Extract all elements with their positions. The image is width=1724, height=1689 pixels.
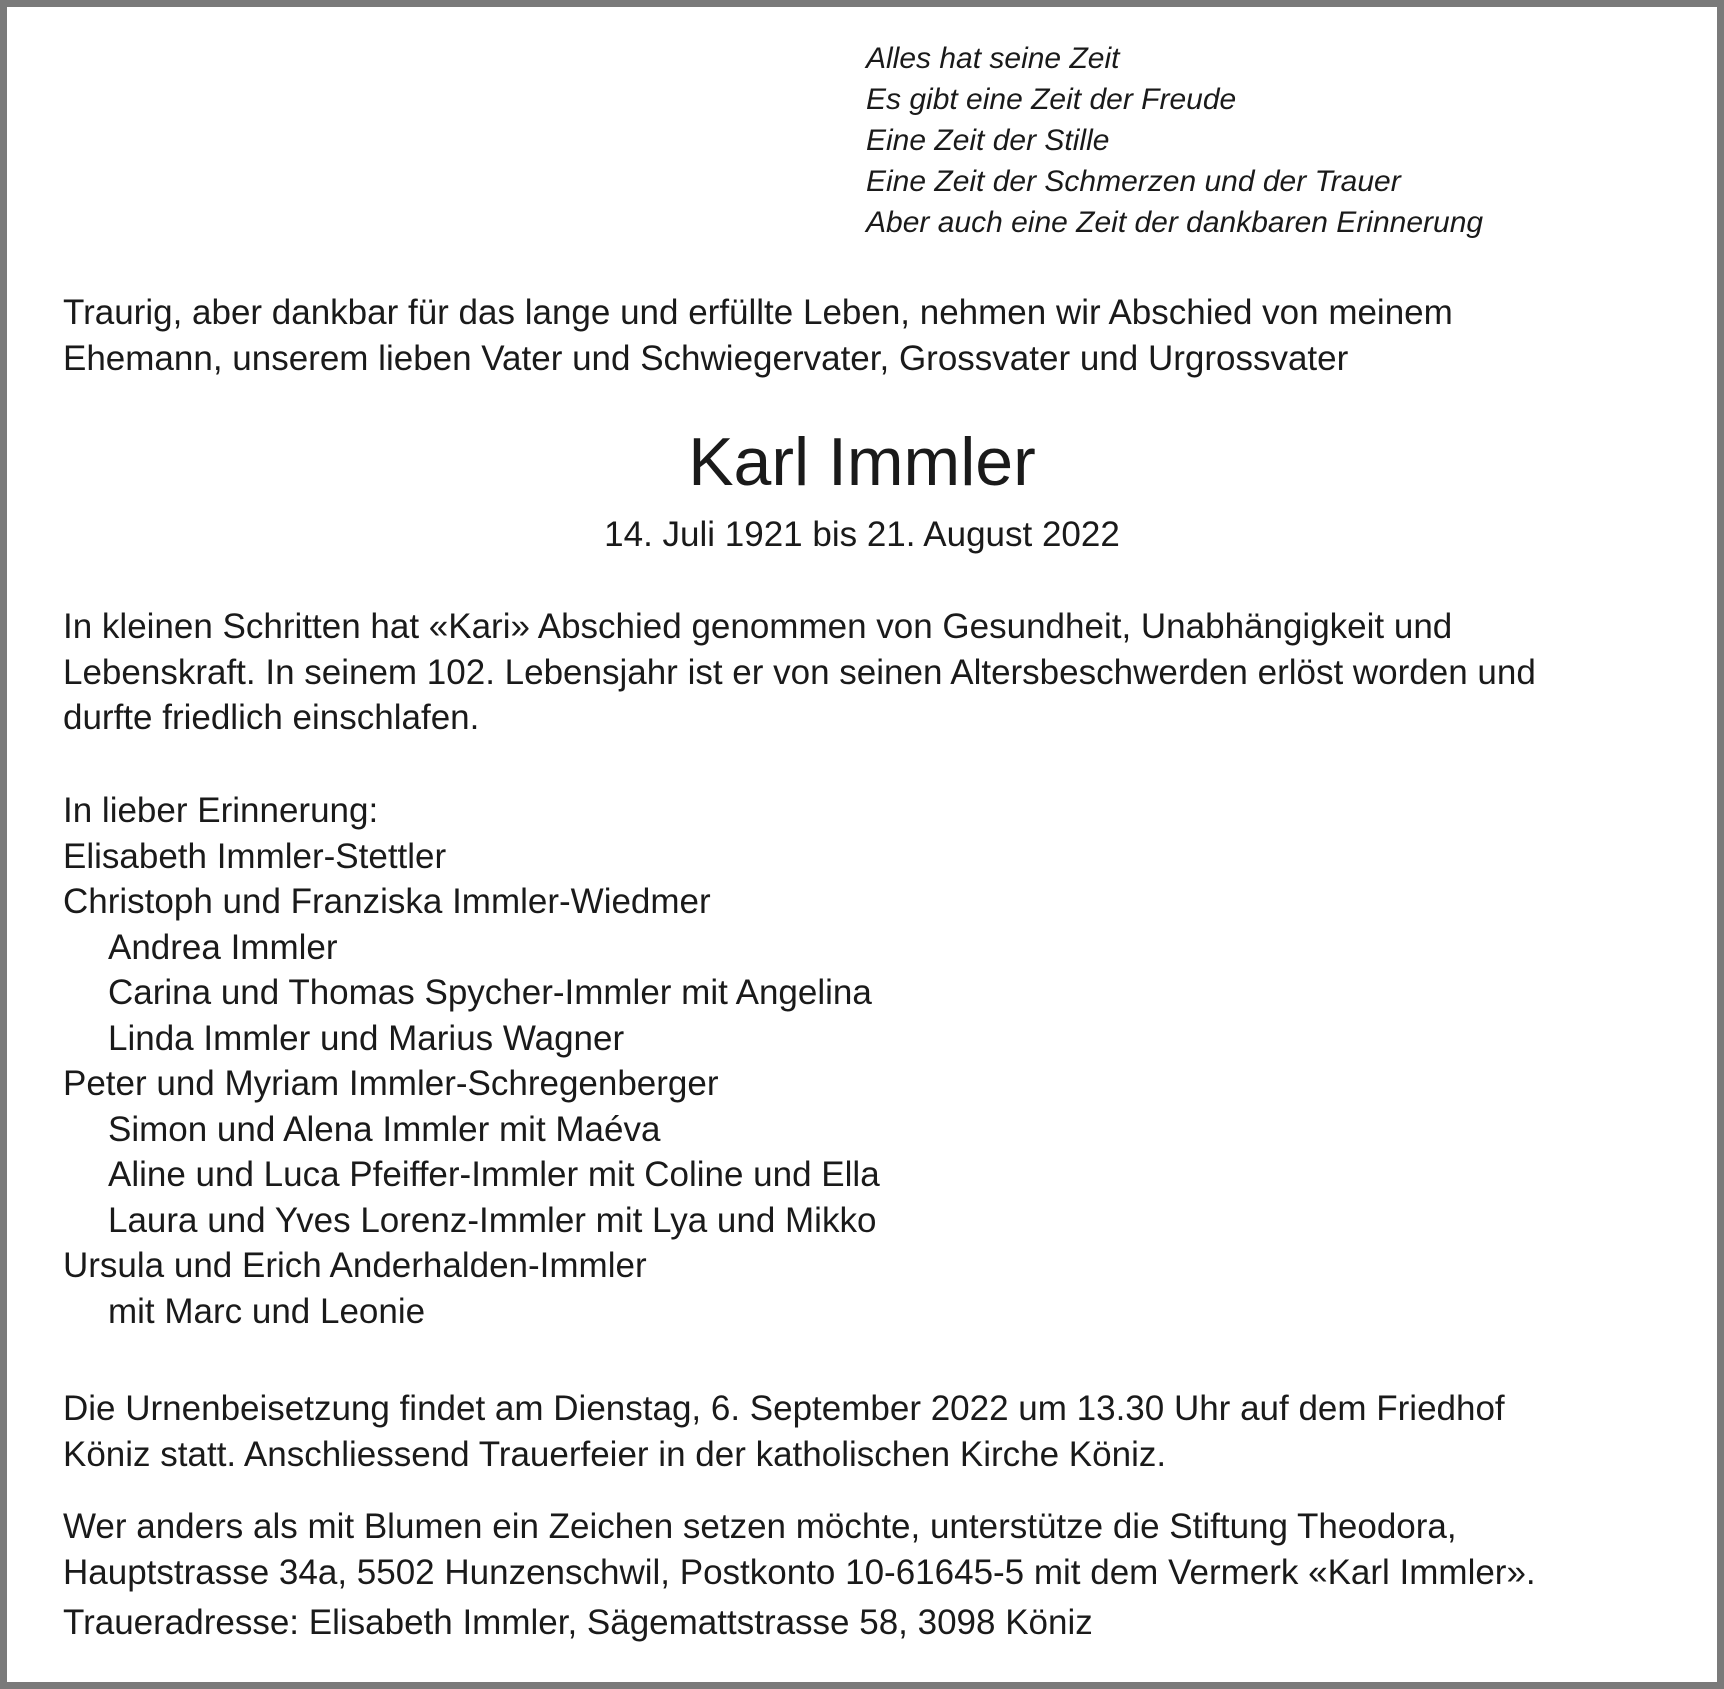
- intro-line: Ehemann, unserem lieben Vater und Schwiegervater, Grossvater und Urgrossvater: [63, 338, 1349, 378]
- mourner: mit Marc und Leonie: [108, 1291, 426, 1331]
- mourner: Linda Immler und Marius Wagner: [108, 1018, 625, 1058]
- mourner: Simon und Alena Immler mit Maéva: [108, 1109, 661, 1149]
- mourner: Christoph und Franziska Immler-Wiedmer: [63, 882, 711, 921]
- mourner: Andrea Immler: [108, 927, 338, 967]
- mourner: Ursula und Erich Anderhalden-Immler: [63, 1246, 647, 1285]
- mourner: Peter und Myriam Immler-Schregenberger: [63, 1064, 719, 1103]
- intro-line: Traurig, aber dankbar für das lange und erfüllte Leben, nehmen wir Abschied von meinem: [63, 293, 1453, 332]
- mourner: Aline und Luca Pfeiffer-Immler mit Coline und Ella: [108, 1155, 880, 1194]
- poem-line: Eine Zeit der Schmerzen und der Trauer: [866, 165, 1401, 198]
- donation-line: Hauptstrasse 34a, 5502 Hunzenschwil, Postkonto 10-61645-5 mit dem Vermerk «Karl Immler».: [63, 1552, 1536, 1592]
- mourners-heading: In lieber Erinnerung:: [63, 791, 379, 830]
- passing-line: Lebenskraft. In seinem 102. Lebensjahr ist er von seinen Altersbeschwerden erlöst worden und: [63, 652, 1536, 692]
- life-dates: 14. Juli 1921 bis 21. August 2022: [604, 515, 1120, 554]
- funeral-line: Köniz statt. Anschliessend Trauerfeier in der katholischen Kirche Köniz.: [63, 1434, 1167, 1474]
- deceased-name: Karl Immler: [688, 424, 1036, 500]
- mourner: Laura und Yves Lorenz-Immler mit Lya und Mikko: [108, 1200, 877, 1240]
- mourner: Elisabeth Immler-Stettler: [63, 836, 447, 876]
- passing-line: In kleinen Schritten hat «Kari» Abschied genommen von Gesundheit, Unabhängigkeit und: [63, 607, 1453, 646]
- poem-line: Aber auch eine Zeit der dankbaren Erinnerung: [866, 206, 1484, 239]
- poem-line: Es gibt eine Zeit der Freude: [866, 83, 1237, 116]
- poem-line: Eine Zeit der Stille: [866, 124, 1110, 157]
- donation-line: Wer anders als mit Blumen ein Zeichen setzen möchte, unterstütze die Stiftung Theodora,: [63, 1507, 1457, 1546]
- passing-line: durfte friedlich einschlafen.: [63, 698, 480, 737]
- mourner: Carina und Thomas Spycher-Immler mit Angelina: [108, 973, 872, 1012]
- mourning-address: Traueradresse: Elisabeth Immler, Sägemattstrasse 58, 3098 Köniz: [63, 1603, 1093, 1642]
- funeral-line: Die Urnenbeisetzung findet am Dienstag, 6. September 2022 um 13.30 Uhr auf dem Friedhof: [63, 1389, 1505, 1428]
- poem-line: Alles hat seine Zeit: [866, 42, 1120, 75]
